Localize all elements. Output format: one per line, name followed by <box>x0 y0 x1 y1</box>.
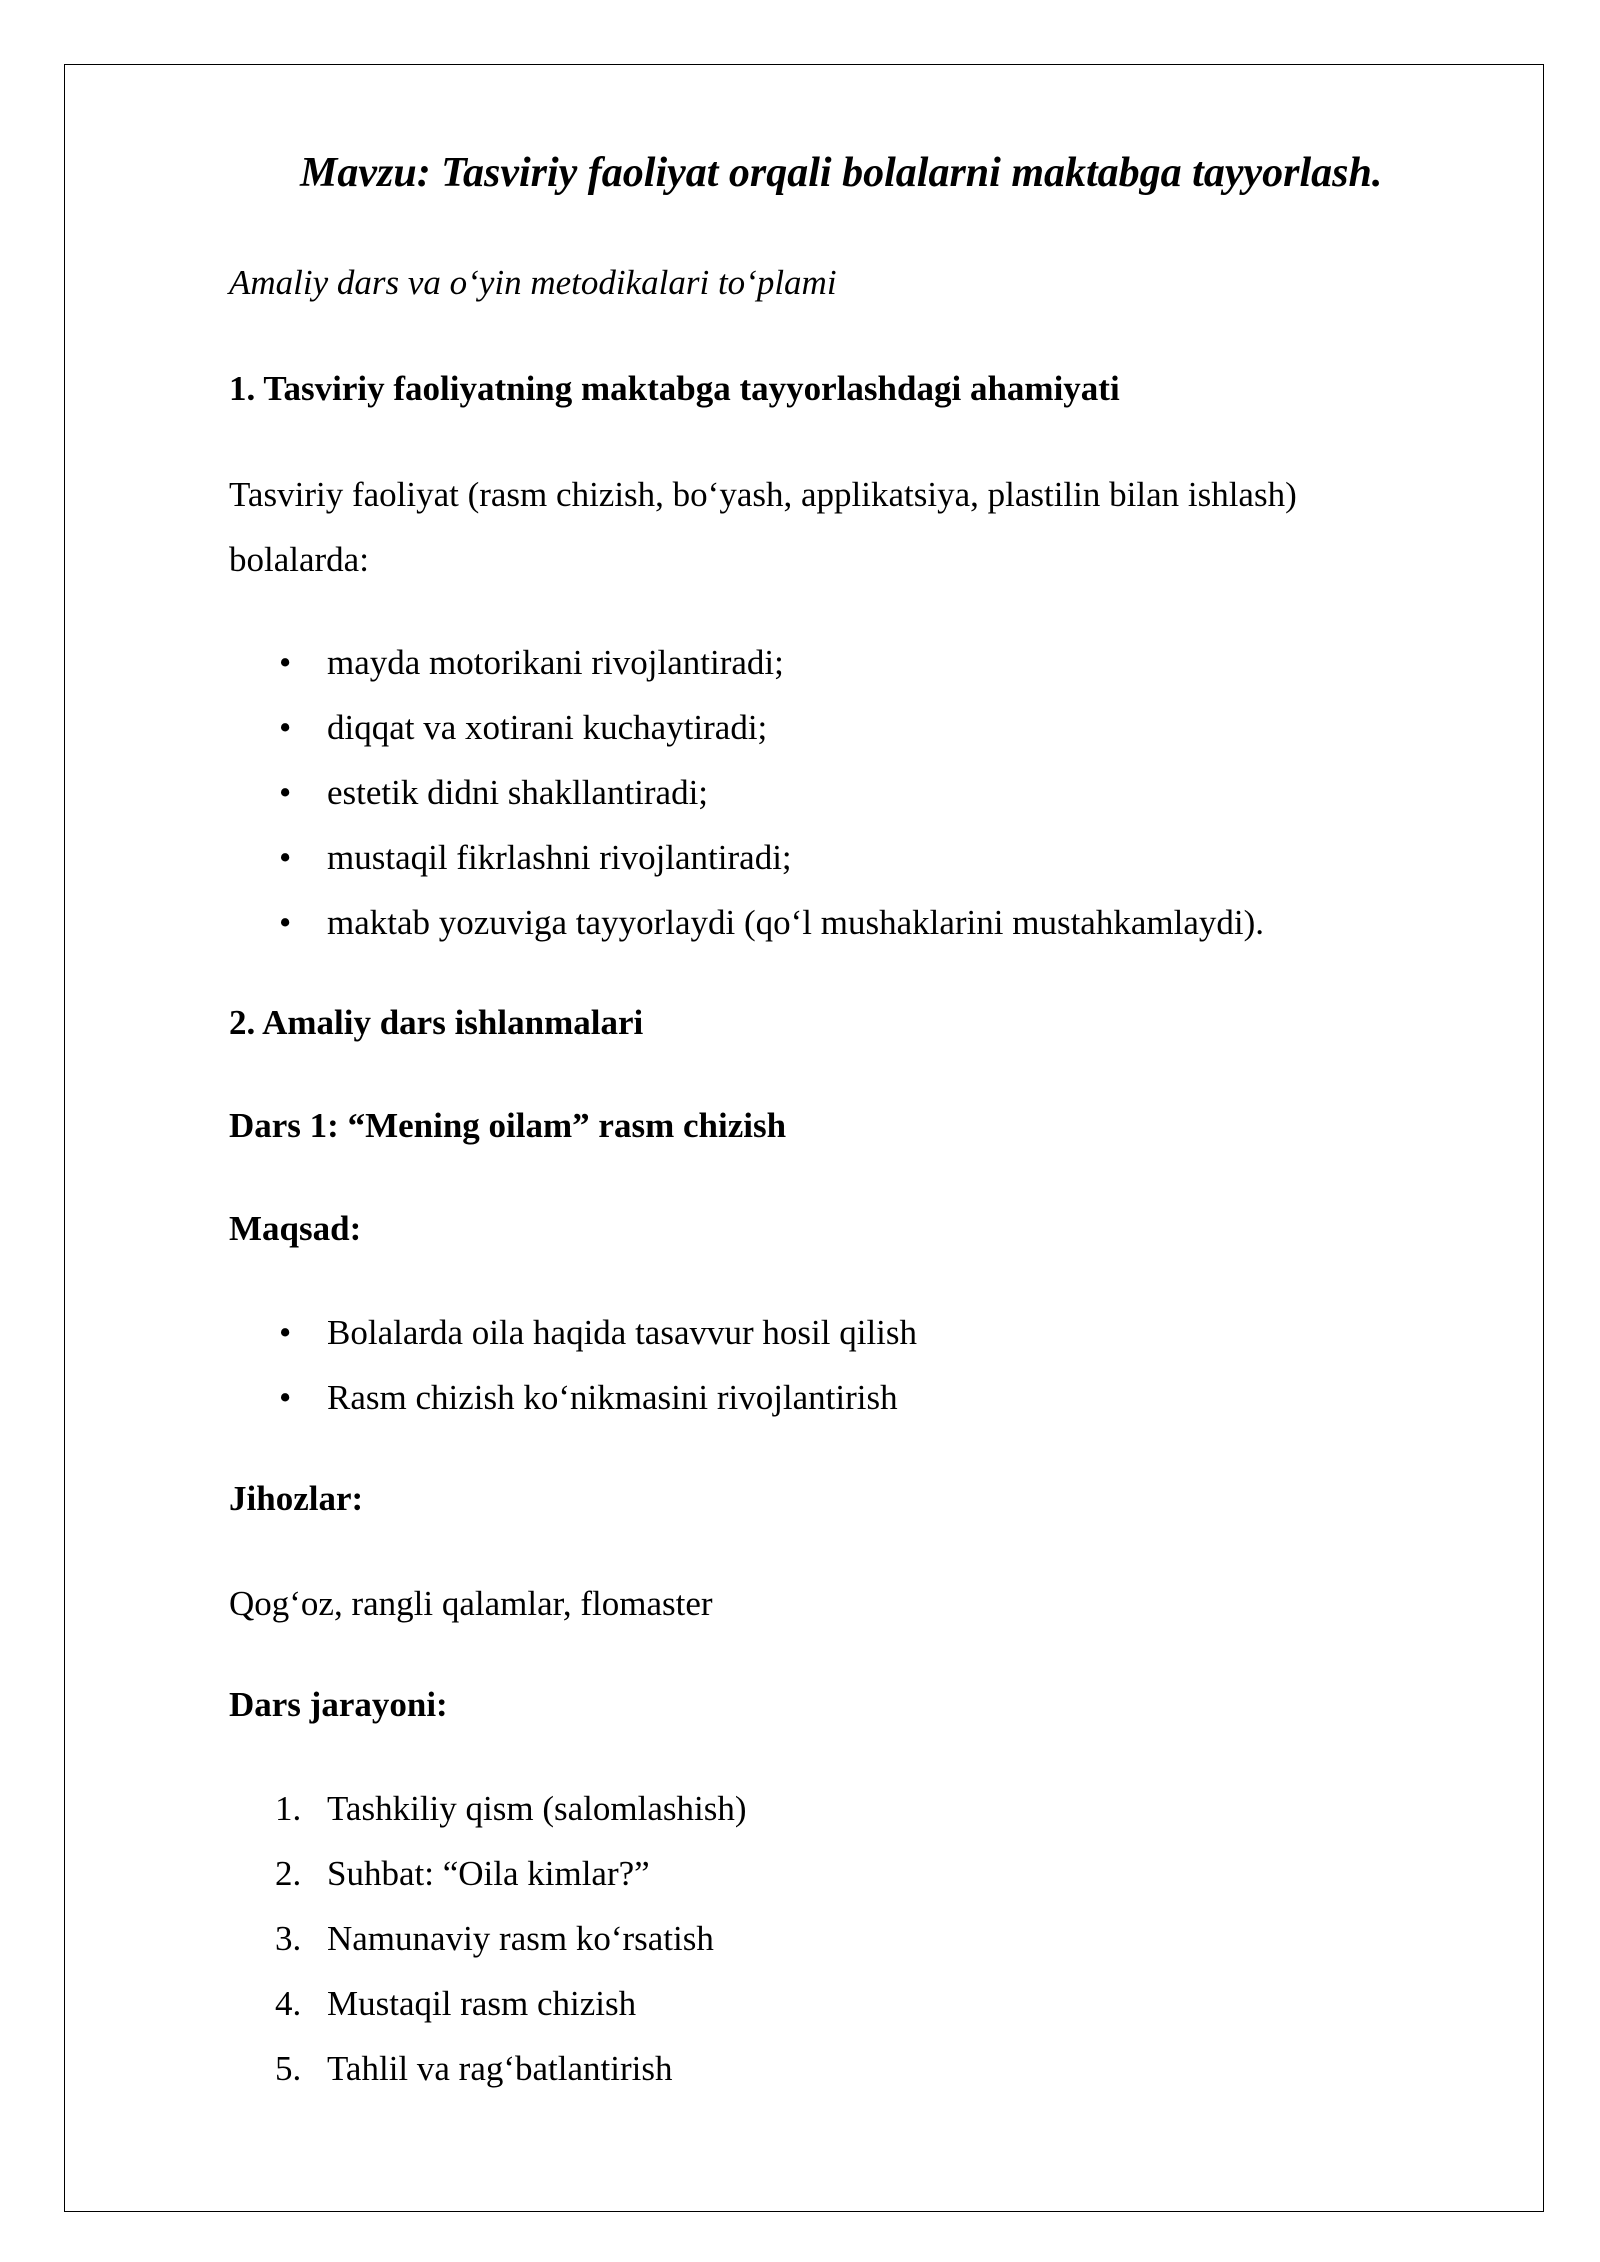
list-item: • maktab yozuviga tayyorlaydi (qo‘l mushaklarini mustahkamlaydi). <box>229 890 1264 955</box>
list-item: • diqqat va xotirani kuchaytiradi; <box>229 695 1264 760</box>
bullet-icon: • <box>279 708 292 747</box>
process-step-list <box>229 1776 746 2101</box>
list-item: • Rasm chizish ko‘nikmasini rivojlantirish <box>229 1365 917 1430</box>
equipment-text: Qog‘oz, rangli qalamlar, flomaster <box>229 1584 713 1623</box>
bullet-icon: • <box>279 1313 292 1352</box>
step-number: 3. <box>275 1919 302 1958</box>
bullet-icon: • <box>279 838 292 877</box>
list-item: • mayda motorikani rivojlantiradi; <box>229 630 1264 695</box>
document-subtitle: Amaliy dars va o‘yin metodikalari to‘plami <box>229 263 837 302</box>
process-heading: Dars jarayoni: <box>229 1685 448 1724</box>
list-item: • mustaqil fikrlashni rivojlantiradi; <box>229 825 1264 890</box>
section2-heading: 2. Amaliy dars ishlanmalari <box>229 1003 644 1042</box>
step-number: 1. <box>275 1789 302 1828</box>
section1-paragraph <box>229 462 1429 592</box>
bullet-icon: • <box>279 1378 292 1417</box>
section1-paragraph-line2: bolalarda: <box>229 540 369 579</box>
list-item: 5. Tahlil va rag‘batlantirish <box>229 2036 746 2101</box>
step-number: 5. <box>275 2049 302 2088</box>
list-item: 4. Mustaqil rasm chizish <box>229 1971 746 2036</box>
section1-heading: 1. Tasviriy faoliyatning maktabga tayyorlashdagi ahamiyati <box>229 369 1120 408</box>
equipment-heading: Jihozlar: <box>229 1479 364 1518</box>
list-item: • Bolalarda oila haqida tasavvur hosil qilish <box>229 1300 917 1365</box>
goal-heading: Maqsad: <box>229 1209 362 1248</box>
section1-paragraph-line1: Tasviriy faoliyat (rasm chizish, bo‘yash, applikatsiya, plastilin bilan ishlash) <box>229 475 1297 514</box>
section1-bullet-list <box>229 630 1264 955</box>
bullet-icon: • <box>279 903 292 942</box>
list-item: 3. Namunaviy rasm ko‘rsatish <box>229 1906 746 1971</box>
document-title: Mavzu: Tasviriy faoliyat orqali bolalarni maktabga tayyorlash. <box>300 150 1383 196</box>
goal-bullet-list <box>229 1300 917 1430</box>
list-item: 2. Suhbat: “Oila kimlar?” <box>229 1841 746 1906</box>
step-number: 4. <box>275 1984 302 2023</box>
bullet-icon: • <box>279 773 292 812</box>
list-item: 1. Tashkiliy qism (salomlashish) <box>229 1776 746 1841</box>
lesson-heading: Dars 1: “Mening oilam” rasm chizish <box>229 1106 787 1145</box>
step-number: 2. <box>275 1854 302 1893</box>
bullet-icon: • <box>279 643 292 682</box>
list-item: • estetik didni shakllantiradi; <box>229 760 1264 825</box>
